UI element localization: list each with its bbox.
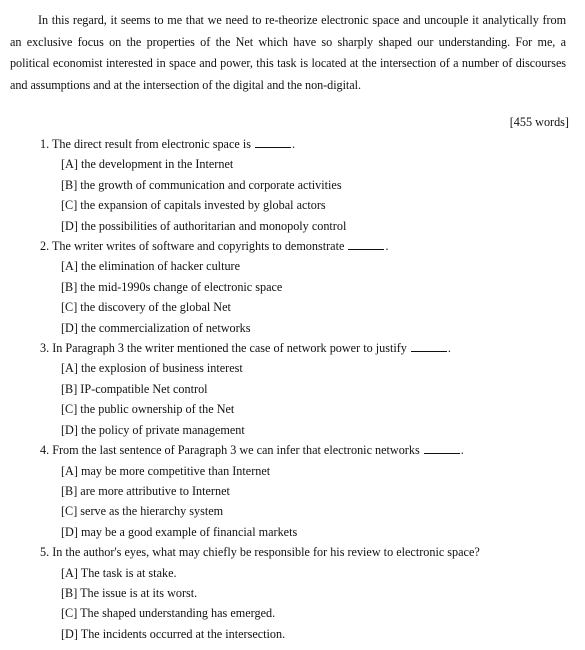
answer-blank (424, 443, 460, 454)
option-a: [A] The task is at stake. (61, 565, 177, 580)
option-a: [A] the development in the Internet (61, 157, 234, 172)
question-stem (40, 134, 570, 154)
option-c: [C] the expansion of capitals invested by global actors (61, 198, 326, 213)
option-b: [B] IP-compatible Net control (61, 381, 208, 396)
answer-blank (348, 239, 384, 250)
word-count: [455 words] (509, 115, 569, 129)
option-b: [B] the mid-1990s change of electronic space (61, 279, 283, 294)
question-5 (40, 542, 570, 644)
question-end: . (460, 443, 464, 458)
question-stem (40, 338, 570, 358)
question-text: 4. From the last sentence of Paragraph 3 we can infer that electronic networks (40, 443, 420, 458)
option-d: [D] the policy of private management (61, 422, 245, 437)
option-c: [C] The shaped understanding has emerged. (61, 606, 276, 621)
question-end: . (385, 239, 389, 254)
question-list (40, 134, 570, 644)
option-c: [C] the discovery of the global Net (61, 300, 231, 315)
question-end: . (447, 341, 451, 356)
option-b: [B] the growth of communication and corporate activities (61, 177, 342, 192)
passage-paragraph: In this regard, it seems to me that we need to re-theorize electronic space and uncouple it analytically from an exclusive focus on the properties of the Net which have so sharply shaped our understanding. For me, a political economist interested in space and power, this task is located at the intersection of a number of discourses and assumptions and at the intersection of the digital and the non-digital. (10, 13, 566, 92)
question-text: 2. The writer writes of software and copyrights to demonstrate (40, 239, 345, 254)
answer-blank (411, 341, 447, 352)
option-d: [D] the commercialization of networks (61, 320, 251, 335)
question-stem (40, 440, 570, 460)
question-text: 1. The direct result from electronic space is (40, 137, 251, 151)
question-3 (40, 338, 570, 440)
option-b: [B] The issue is at its worst. (61, 585, 198, 600)
question-stem (40, 542, 570, 562)
option-a: [A] the explosion of business interest (61, 361, 243, 376)
option-d: [D] the possibilities of authoritarian and monopoly control (61, 218, 347, 233)
question-end: . (292, 137, 296, 151)
question-text: 5. In the author's eyes, what may chiefly be responsible for his review to electronic space? (40, 545, 480, 560)
option-d: [D] The incidents occurred at the intersection. (61, 626, 286, 641)
option-a: [A] may be more competitive than Internet (61, 463, 271, 478)
answer-blank (255, 137, 291, 148)
question-stem (40, 236, 570, 256)
option-c: [C] the public ownership of the Net (61, 402, 235, 417)
option-c: [C] serve as the hierarchy system (61, 504, 224, 519)
question-text: 3. In Paragraph 3 the writer mentioned the case of network power to justify (40, 341, 407, 356)
option-a: [A] the elimination of hacker culture (61, 259, 241, 274)
option-b: [B] are more attributive to Internet (61, 483, 230, 498)
question-2 (40, 236, 570, 338)
question-1 (40, 134, 570, 236)
option-d: [D] may be a good example of financial markets (61, 524, 298, 539)
question-4 (40, 440, 570, 542)
